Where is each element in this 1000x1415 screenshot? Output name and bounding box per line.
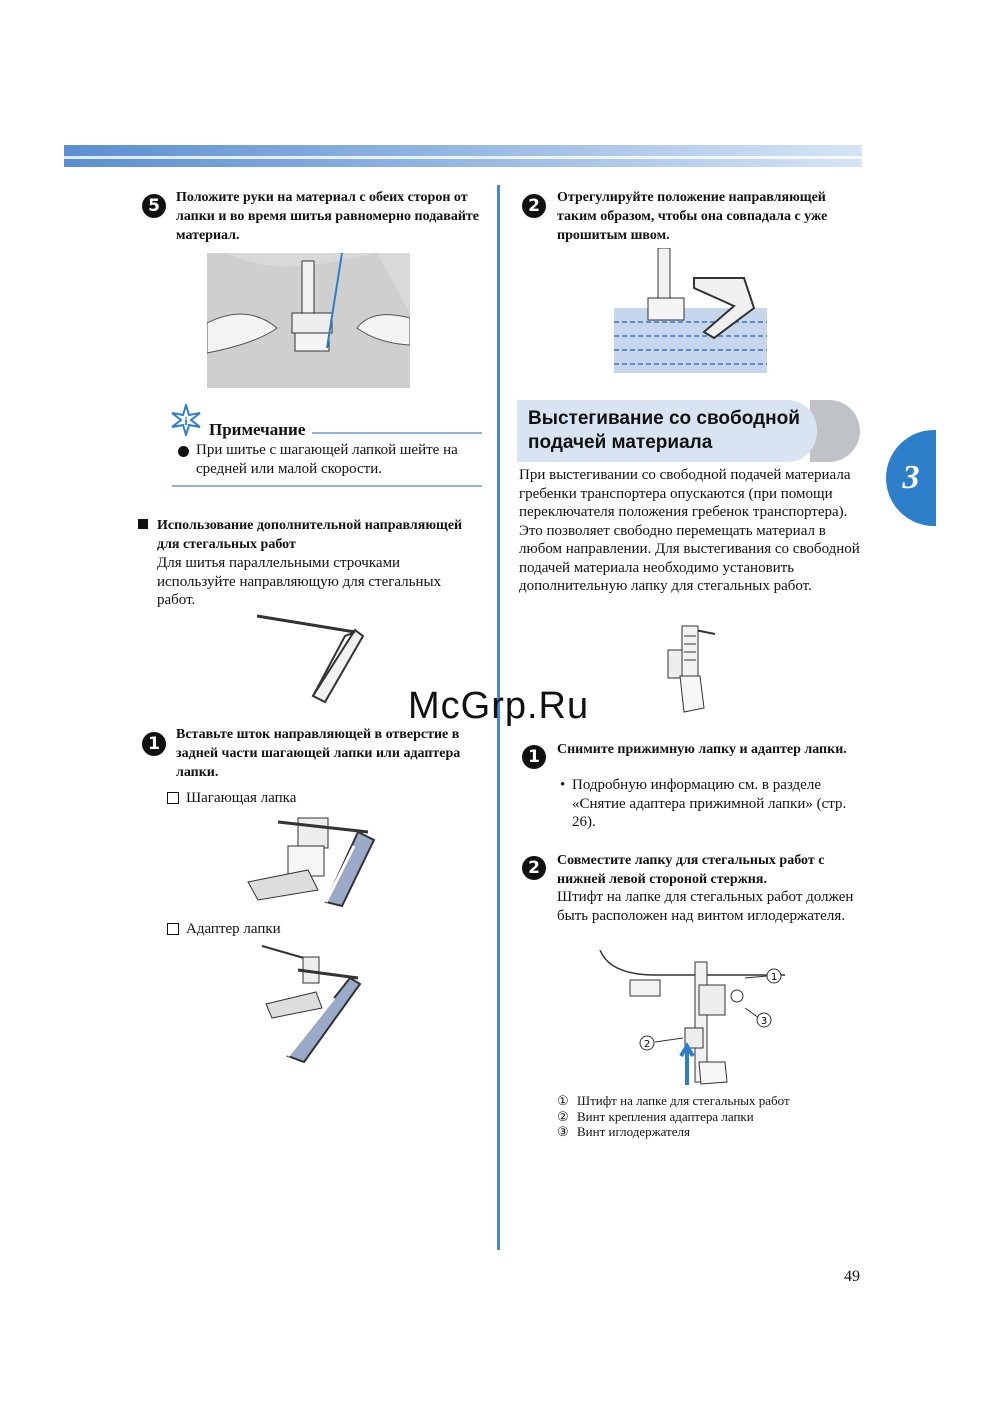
step-a-badge: 1: [522, 745, 546, 769]
svg-text:i: i: [184, 414, 188, 428]
option-foot-adapter: Адаптер лапки: [186, 921, 281, 937]
section-intro: При выстегивании со свободной подачей материала гребенки транспортера опускаются (при помощи переключателя положения гребенок транспортера). Это позволяет свободно перемещать материал в любом направлении. Для выстегивания со свободной подачей материала необходимо установить дополнительную лапку для стегальных работ.: [519, 467, 860, 594]
step-b-badge: 2: [522, 856, 546, 880]
note-title: Примечание: [209, 420, 306, 439]
svg-text:3: 3: [760, 1016, 768, 1027]
header-bar: [64, 145, 862, 167]
section-heading: Выстегивание со свободной подачей материала: [528, 408, 800, 453]
guide-aligned-seam-illustration: [614, 248, 767, 373]
hands-sewing-illustration: [207, 253, 410, 388]
watermark: McGrp.Ru: [408, 685, 590, 727]
subsection-body: Для шитья параллельными строчками используйте направляющую для стегальных работ.: [157, 555, 442, 608]
chapter-tab: 3: [886, 430, 936, 526]
page-number: 49: [844, 1268, 860, 1285]
callout-3-text: Винт иглодержателя: [577, 1124, 690, 1139]
note-title-rule: [312, 432, 482, 434]
step-2-text: Отрегулируйте положение направляющей таким образом, чтобы она совпадала с уже прошитым швом.: [557, 190, 828, 243]
note-bullet-text: При шитье с шагающей лапкой шейте на средней или малой скорости.: [196, 442, 458, 477]
step-a-bullet: Подробную информацию см. в разделе «Снятие адаптера прижимной лапки» (стр. 26).: [572, 777, 847, 830]
checkbox-icon: [167, 923, 179, 935]
step-1-text: Вставьте шток направляющей в отверстие в задней части шагающей лапки или адаптера лапки.: [176, 727, 461, 780]
option-walking-foot: Шагающая лапка: [186, 790, 297, 806]
subsection-title: Использование дополнительной направляющей для стегальных работ: [157, 518, 463, 552]
step-1-badge: 1: [142, 732, 166, 756]
section-square-icon: [138, 519, 148, 529]
svg-text:1: 1: [770, 972, 778, 983]
callout-2-text: Винт крепления адаптера лапки: [577, 1109, 754, 1124]
quilting-guide-illustration: [255, 612, 370, 707]
step-5-badge: 5: [142, 194, 166, 218]
foot-adapter-with-guide-illustration: [258, 942, 363, 1064]
callout-3-mark: ③: [557, 1124, 569, 1139]
note-bullet-dot: [178, 446, 189, 457]
note-bottom-rule: [172, 485, 482, 487]
step-5-text: Положите руки на материал с обеих сторон от лапки и во время шитья равномерно подавайте материал.: [176, 190, 480, 243]
bullet-dot: •: [560, 777, 566, 793]
step-a-text: Снимите прижимную лапку и адаптер лапки.: [557, 742, 847, 757]
note-star-icon: [170, 404, 202, 436]
quilting-foot-installation-diagram: [595, 950, 785, 1085]
callout-1-text: Штифт на лапке для стегальных работ: [577, 1093, 790, 1108]
callout-2-mark: ②: [557, 1109, 569, 1124]
step-b-text: Совместите лапку для стегальных работ с нижней левой стороной стержня.: [557, 853, 825, 887]
svg-text:2: 2: [643, 1039, 651, 1050]
walking-foot-with-guide-illustration: [238, 810, 378, 910]
checkbox-icon: [167, 792, 179, 804]
step-2-badge: 2: [522, 194, 546, 218]
quilting-foot-illustration: [660, 620, 720, 715]
callout-1-mark: ①: [557, 1093, 569, 1108]
step-b-body: Штифт на лапке для стегальных работ должен быть расположен над винтом иглодержателя.: [557, 889, 854, 924]
